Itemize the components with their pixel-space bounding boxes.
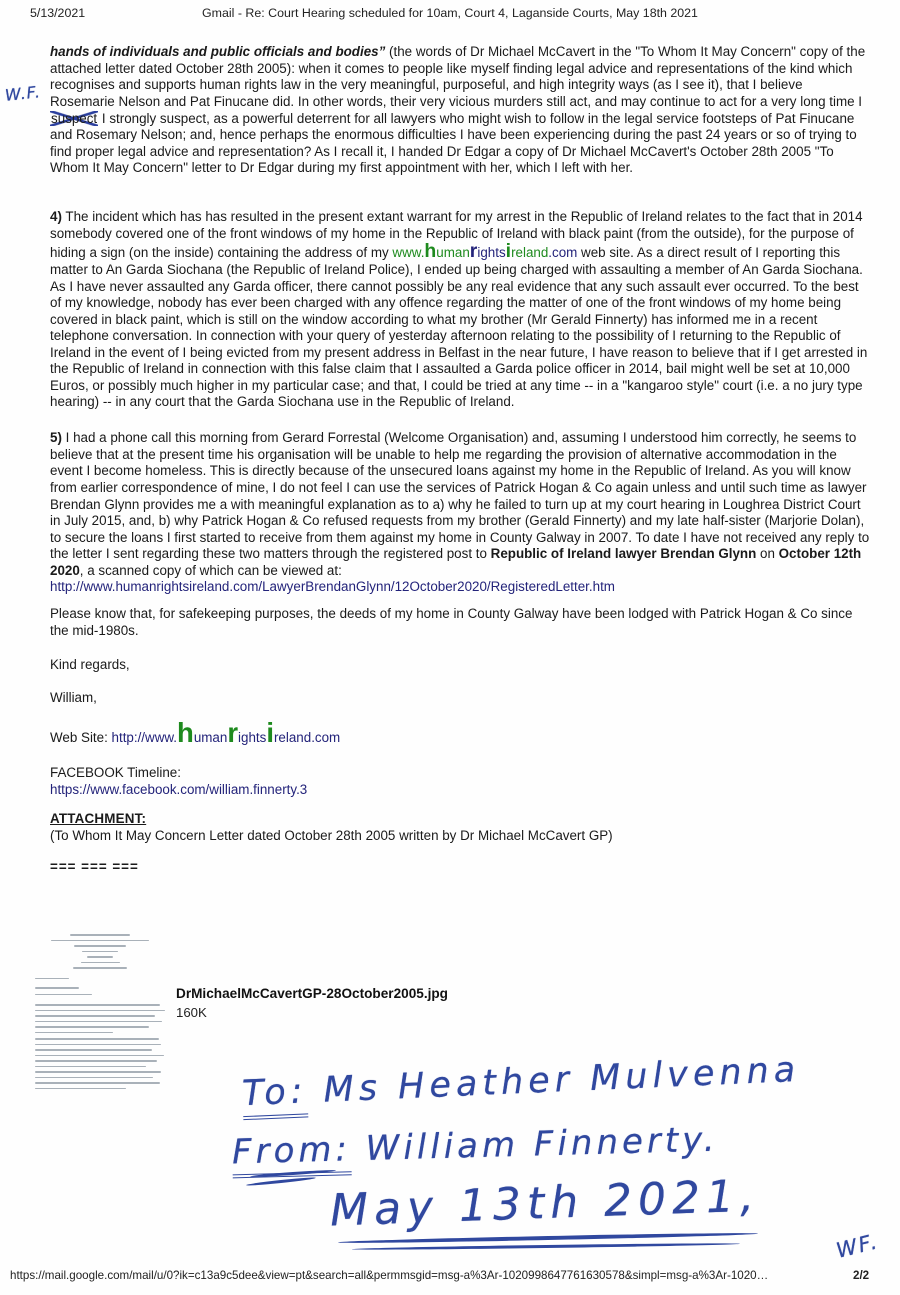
paragraph-text: (the words of Dr Michael McCavert in the "To Whom It May Concern" copy of the attached letter dated October 28th 2005): when it comes to people like myself finding legal advice and representations of the kind which recognises and supports human rights law in the very meaningful, purposeful, and high integrity ways (as I see it), that I believe Rosemarie Nelson and Pat Finucane did. In other words, their very vicious murders still act, and may continue to act for a very long time I — [50, 44, 866, 110]
handwritten-to-label: To: — [241, 1071, 308, 1120]
registered-letter-link[interactable]: http://www.humanrightsireland.com/LawyerBrendanGlynn/12October2020/RegisteredLetter.htm — [50, 579, 615, 595]
quoted-bold-italic: hands of individuals and public officials and bodies” — [50, 44, 386, 60]
handwritten-from-label: From: — [232, 1129, 352, 1178]
facebook-label: FACEBOOK Timeline: — [50, 765, 181, 781]
print-footer-url: https://mail.google.com/mail/u/0?ik=c13a9c5dee&view=pt&search=all&permmsgid=msg-a%3Ar-1020998647761630578&simpl=msg-a%3Ar-1020… — [10, 1269, 769, 1282]
handwritten-to-line: To: Ms Heather Mulvenna — [241, 1050, 801, 1114]
pen-struck-word: suspect — [51, 110, 98, 126]
humanrightsireland-link[interactable]: www.humanrightsireland.com — [392, 240, 578, 263]
attachment-thumbnail — [35, 932, 165, 1092]
paragraph-continued — [50, 44, 870, 176]
attachment-description: (To Whom It May Concern Letter dated October 28th 2005 written by Dr Michael McCavert GP) — [50, 828, 613, 844]
print-footer-page-number: 2/2 — [853, 1269, 870, 1282]
print-header-title: Gmail - Re: Court Hearing scheduled for 10am, Court 4, Laganside Courts, May 18th 2021 — [202, 6, 698, 20]
paragraph-text: The incident which has has resulted in the present extant warrant for my arrest in the Republic of Ireland relates to the fact that in 2014 somebody covered one of the front windows of my home in the Republic of Ireland with black paint (from the outside), for the purpose of hiding a sign (on the inside) containing the address of my — [50, 209, 863, 261]
handwritten-underline-stroke — [246, 1176, 316, 1186]
item-number: 4) — [50, 209, 62, 225]
website-line — [50, 719, 870, 747]
handwritten-from-line: From: William Finnerty. — [232, 1120, 719, 1173]
website-label: Web Site: — [50, 730, 112, 746]
kind-regards: Kind regards, — [50, 657, 130, 673]
separator-line: === === === — [50, 859, 139, 875]
bold-lawyer-name: Republic of Ireland lawyer Brendan Glynn — [490, 546, 757, 562]
paragraph-item-5 — [50, 430, 870, 595]
bold-date: October 12th 2020 — [50, 546, 862, 578]
attachment-filename: DrMichaelMcCavertGP-28October2005.jpg — [176, 986, 448, 1001]
paragraph-text: web site. As a direct result of I reporting this matter to An Garda Siochana (the Republic of Ireland Police), I ended up being charged with assaulting a member of An Garda Siochana. As I have never assaulted any Garda officer, there cannot possibly be any real evidence that any such assault ever occurred. To the best of my knowledge, nobody has ever been charged with any offence regarding the matter of one of the front windows of my home being covered in black paint, which is still on the window according to what my brother (Mr Gerald Finnerty) has informed me in a recent telephone conversation. In connection with your query of yesterday afternoon relating to the possibility of I returning to the Republic of Ireland in the event of I being evicted from my present address in Belfast in the near future, I have reason to believe that if I get arrested in the Republic of Ireland in connection with this false claim that I assaulted a Garda police officer in 2014, bail might well be set at 10,000 Euros, or possibly much higher in my particular case; and that, I could be tried at any time -- in a "kangaroo style" court (i.e. a no jury type hearing) -- in any court that the Garda Siochana use in the Republic of Ireland. — [50, 245, 868, 410]
handwritten-corner-initials: WF. — [833, 1229, 882, 1263]
paragraph-deeds: Please know that, for safekeeping purposes, the deeds of my home in County Galway have been lodged with Patrick Hogan & Co since the mid-1980s. — [50, 606, 853, 638]
item-number: 5) — [50, 430, 62, 446]
facebook-link[interactable]: https://www.facebook.com/william.finnerty.3 — [50, 781, 308, 797]
print-header-date: 5/13/2021 — [30, 6, 86, 20]
handwritten-underline-stroke — [352, 1242, 740, 1250]
handwritten-date-line: May 13th 2021, — [329, 1170, 761, 1237]
paragraph-item-4 — [50, 209, 870, 411]
attachment-heading: ATTACHMENT: — [50, 811, 147, 827]
signature-name: William, — [50, 690, 97, 706]
handwritten-margin-initials: W.F. — [4, 82, 42, 105]
paragraph-text: I had a phone call this morning from Gerard Forrestal (Welcome Organisation) and, assuming I understood him correctly, he seems to believe that at the present time his organisation will be unable to help me regarding the provision of alternative accommodation in the event I become homeless. This is directly because of the unsecured loans against my home in the Republic of Ireland. As you will know from earlier correspondence of mine, I do not feel I can use the services of Patrick Hogan & Co again unless and until such time as lawyer Brendan Glynn provides me a with meaningful explanation as to a) why he failed to turn up at my court hearing in Loughrea District Court in July 2015, and, b) why Patrick Hogan & Co refused requests from my brother (Gerald Finnerty) and my late half-sister (Marjorie Dolan), to secure the loans I first started to receive from them against my home in County Galway in 2007. To date I have not received any reply to the letter I sent regarding these two matters through the registered post to — [50, 430, 870, 562]
attachment-filesize: 160K — [176, 1005, 207, 1020]
website-link[interactable]: http://www.humanrightsireland.com — [111, 717, 341, 749]
paragraph-text: on — [756, 546, 779, 562]
paragraph-text: I strongly suspect, as a powerful deterrent for all lawyers who might wish to follow in the legal service footsteps of Pat Finucane and Rosemary Nelson; and, hence perhaps the enormous difficulties I have been experiencing during the past 24 years or so of trying to find proper legal advice and representation? As I recall it, I handed Dr Edgar a copy of Dr Michael McCavert's October 28th 2005 "To Whom It May Concern" letter to Dr Edgar during my first appointment with her, which I left with her. — [50, 110, 857, 176]
facebook-block — [50, 765, 870, 798]
paragraph-text: , a scanned copy of which can be viewed at: — [79, 562, 342, 578]
